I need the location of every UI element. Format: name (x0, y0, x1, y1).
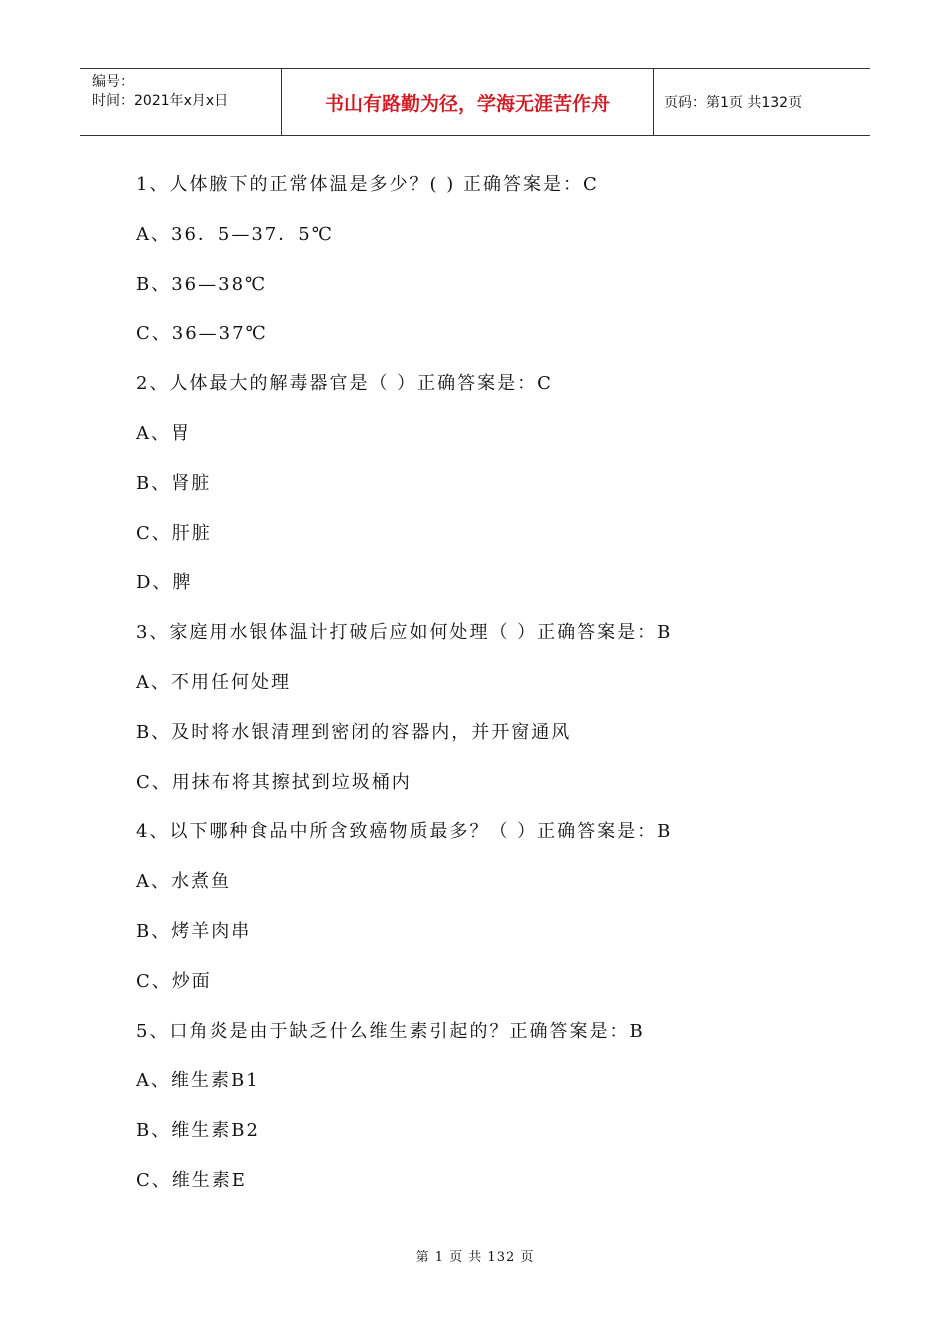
option-4b: B、烤羊肉串 (136, 920, 252, 942)
question-3: 3、家庭用水银体温计打破后应如何处理（ ）正确答案是：B (136, 622, 673, 644)
option-1a: A、36．5—37．5℃ (136, 223, 334, 245)
option-5b: B、维生素B2 (136, 1120, 260, 1142)
header-motto: 书山有路勤为径，学海无涯苦作舟 (281, 69, 654, 135)
time-label: 时间：2021年x月x日 (92, 93, 229, 109)
number-label: 编号： (92, 74, 134, 90)
question-4: 4、以下哪种食品中所含致癌物质最多？（ ）正确答案是：B (136, 821, 673, 843)
option-4c: C、炒面 (136, 970, 212, 992)
question-list (136, 170, 836, 1216)
option-3a: A、不用任何处理 (136, 671, 291, 693)
question-2: 2、人体最大的解毒器官是（ ）正确答案是：C (136, 373, 553, 395)
header-page-info: 页码：第1页 共132页 (664, 95, 803, 111)
option-5a: A、维生素B1 (136, 1070, 260, 1092)
document-header (80, 68, 870, 136)
question-5: 5、口角炎是由于缺乏什么维生素引起的？正确答案是：B (136, 1020, 645, 1042)
page-footer: 第 1 页 共 132 页 (415, 1250, 535, 1265)
option-3c: C、用抹布将其擦拭到垃圾桶内 (136, 771, 412, 793)
option-2c: C、肝脏 (136, 522, 212, 544)
option-1b: B、36—38℃ (136, 273, 268, 295)
option-3b: B、及时将水银清理到密闭的容器内，并开窗通风 (136, 721, 572, 743)
option-2b: B、肾脏 (136, 472, 212, 494)
option-5c: C、维生素E (136, 1169, 247, 1191)
question-1: 1、人体腋下的正常体温是多少？( ) 正确答案是：C (136, 174, 599, 195)
option-2a: A、胃 (136, 422, 191, 444)
header-left-cell (80, 69, 281, 135)
option-4a: A、水煮鱼 (136, 871, 231, 893)
option-2d: D、脾 (136, 572, 193, 594)
option-1c: C、36—37℃ (136, 323, 268, 345)
